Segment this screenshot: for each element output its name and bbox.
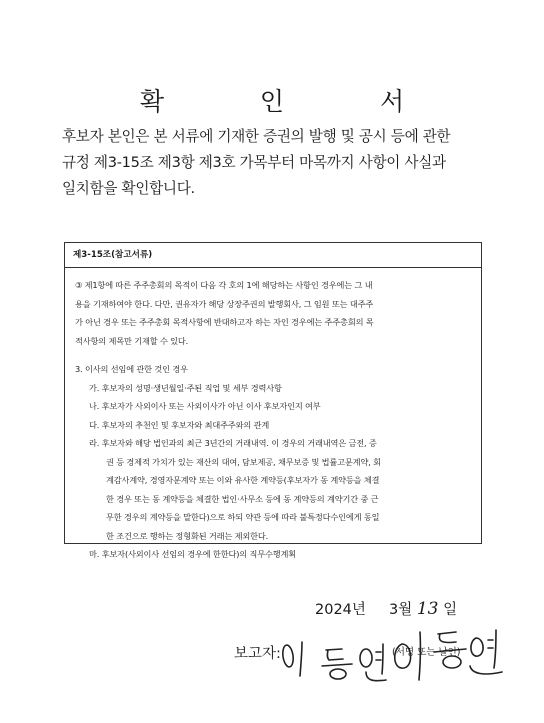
item-ra-continued: 한 조건으로 행하는 정형화된 거래는 제외한다. xyxy=(106,530,269,541)
excerpt-body xyxy=(65,268,481,564)
item-ra-continued: 권 등 경제적 가치가 있는 재산의 대여, 담보제공, 채무보증 및 법률고문계약, 회 xyxy=(106,456,381,467)
statement-line: 일치함을 확인합니다. xyxy=(62,180,195,197)
item-ra-continued: 계감사계약, 경영자문계약 또는 이와 유사한 계약등(후보자가 동 계약등을 체결 xyxy=(106,475,380,485)
item-da: 다. 후보자의 추천인 및 후보자와 최대주주와의 관계 xyxy=(89,419,270,430)
statement-line: 후보자 본인은 본 서류에 기재한 증권의 발행 및 공시 등에 관한 xyxy=(62,128,451,145)
statement-line: 규정 제3-15조 제3항 제3호 가목부터 마목까지 사항이 사실과 xyxy=(62,154,446,171)
item-ma: 마. 후보자(사외이사 선임의 경우에 한한다)의 직무수행계획 xyxy=(89,549,297,559)
excerpt-header: 제3-15조(참고서류) xyxy=(65,243,481,268)
regulation-excerpt-box xyxy=(64,242,482,559)
date-year: 2024년 xyxy=(315,602,366,618)
paragraph-3-line: 용을 기재하여야 한다. 다만, 권유자가 해당 상장주권의 발행회사, 그 임원 또는 대주주 xyxy=(75,298,374,309)
item-ra-continued: 한 경우 또는 동 계약등을 체결한 법인·사무소 등에 동 계약등의 계약기간 중 근 xyxy=(106,493,379,504)
date-day-unit: 일 xyxy=(443,602,458,618)
confirmation-statement xyxy=(62,124,502,202)
paragraph-3-line: 가 아닌 경우 또는 주주총회 목적사항에 반대하고자 하는 자인 경우에는 주주총회의 목 xyxy=(75,317,374,327)
document-title: 확 인 서 xyxy=(139,87,449,116)
signing-date xyxy=(315,598,457,619)
item-na: 나. 후보자가 사외이사 또는 사외이사가 아닌 이사 후보자인지 여부 xyxy=(89,401,321,411)
item-ga: 가. 후보자의 성명·생년월일·주된 직업 및 세부 경력사항 xyxy=(89,382,282,393)
paragraph-3-line: 적사항의 제목만 기재할 수 있다. xyxy=(75,335,189,346)
item-3-heading: 3. 이사의 선임에 관한 것인 경우 xyxy=(75,364,188,374)
date-day: 13 xyxy=(416,599,439,619)
reporter-label: 보고자: xyxy=(234,646,281,662)
item-ra-continued: 무한 경우의 계약등을 말한다)으로 하되 약관 등에 따라 불특정다수인에게 동일 xyxy=(106,512,380,522)
item-ra: 라. 후보자와 해당 법인과의 최근 3년간의 거래내역. 이 경우의 거래내역은 금전, 증 xyxy=(89,438,377,448)
date-month: 3월 xyxy=(388,602,413,618)
seal-note: (서명 또는 날인) xyxy=(392,647,461,658)
paragraph-3-line: ③ 제1항에 따른 주주총회의 목적이 다음 각 호의 1에 해당하는 사항인 경우에는 그 내 xyxy=(75,280,373,290)
